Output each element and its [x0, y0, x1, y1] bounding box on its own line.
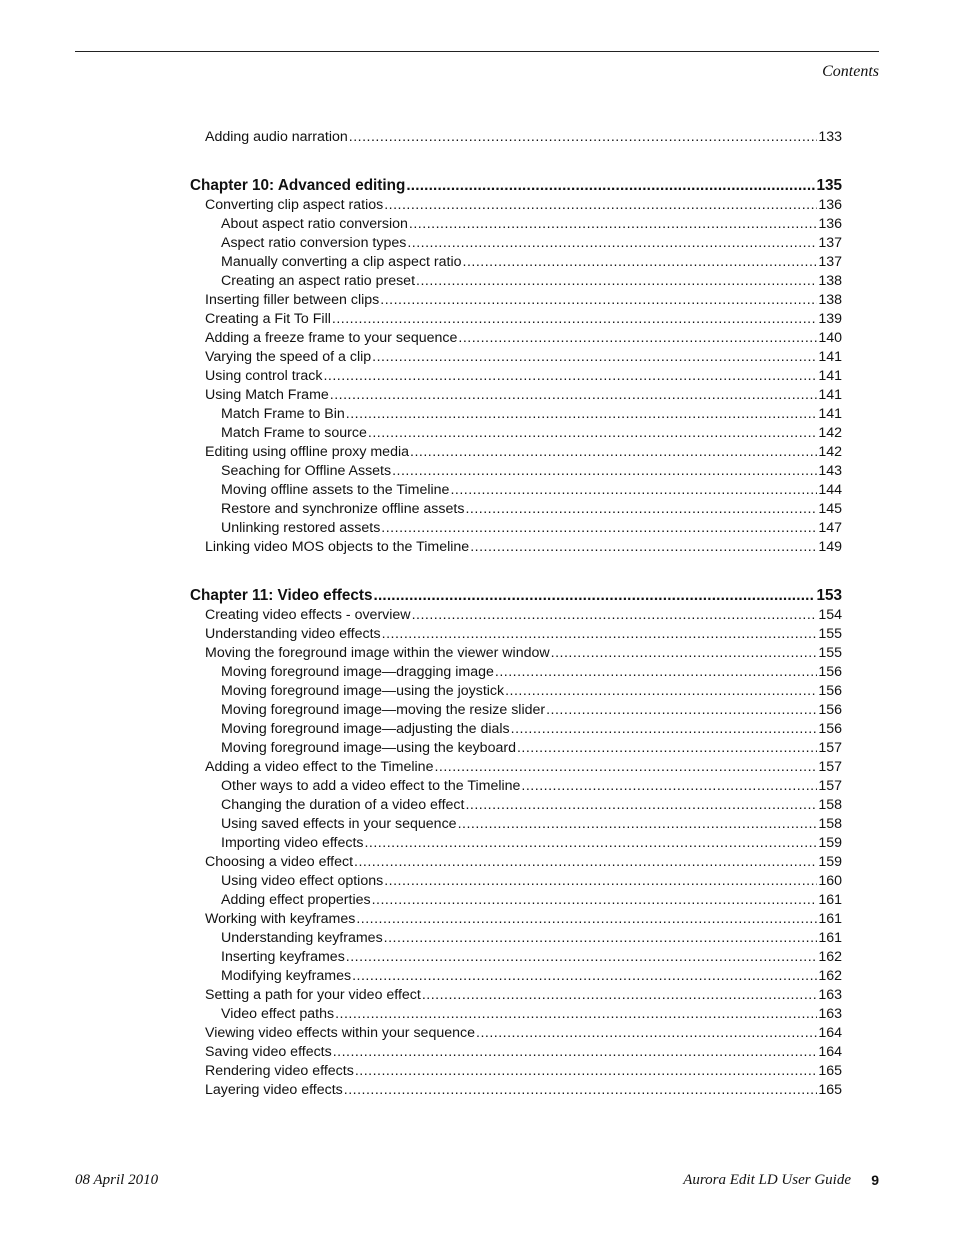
toc-entry-title: Using control track [205, 368, 323, 384]
toc-dot-leader [368, 424, 817, 443]
toc-entry[interactable] [190, 310, 842, 329]
footer-title: Aurora Edit LD User Guide [683, 1172, 851, 1188]
toc-entry-title: Match Frame to source [221, 425, 367, 441]
toc-page-number: 145 [818, 501, 842, 517]
toc-dot-leader [346, 405, 818, 424]
toc-page-number: 155 [818, 645, 842, 661]
toc-dot-leader [330, 386, 818, 405]
toc-entry[interactable] [190, 538, 842, 557]
toc-entry-title: Other ways to add a video effect to the Timeline [221, 778, 521, 794]
toc-dot-leader [416, 272, 817, 291]
toc-entry-title: Inserting keyframes [221, 949, 345, 965]
toc-dot-leader [380, 291, 817, 310]
toc-entry[interactable] [190, 663, 842, 682]
toc-entry-title: Viewing video effects within your sequence [205, 1025, 475, 1041]
toc-page-number: 165 [818, 1082, 842, 1098]
toc-entry-title: Adding effect properties [221, 892, 371, 908]
toc-dot-leader [355, 1062, 818, 1081]
toc-dot-leader [551, 644, 818, 663]
toc-dot-leader [463, 253, 818, 272]
toc-entry[interactable] [190, 682, 842, 701]
toc-dot-leader [422, 986, 817, 1005]
toc-page-number: 157 [818, 740, 842, 756]
toc-page-number: 141 [818, 368, 842, 384]
toc-page-number: 140 [818, 330, 842, 346]
toc-entry-title: Moving foreground image—moving the resize slider [221, 702, 546, 718]
toc-page-number: 158 [818, 797, 842, 813]
toc-dot-leader [476, 1024, 817, 1043]
toc-entry-title: Chapter 11: Video effects [190, 587, 373, 604]
toc-page-number: 142 [818, 425, 842, 441]
toc-entry-title: Moving foreground image—adjusting the dials [221, 721, 510, 737]
toc-entry[interactable] [190, 967, 842, 986]
toc-entry[interactable] [190, 1081, 842, 1100]
toc-entry-title: Adding a freeze frame to your sequence [205, 330, 458, 346]
toc-entry[interactable] [190, 872, 842, 891]
toc-page-number: 135 [816, 177, 842, 194]
toc-page-number: 136 [818, 216, 842, 232]
toc-dot-leader [546, 701, 817, 720]
toc-dot-leader [407, 234, 817, 253]
toc-page-number: 139 [818, 311, 842, 327]
toc-page-number: 156 [818, 702, 842, 718]
toc-entry[interactable] [190, 606, 842, 625]
toc-entry[interactable] [190, 910, 842, 929]
toc-chapter-entry[interactable] [190, 175, 842, 196]
toc-page-number: 164 [818, 1025, 842, 1041]
toc-entry-title: Importing video effects [221, 835, 364, 851]
toc-page-number: 162 [818, 968, 842, 984]
toc-entry-title: Using saved effects in your sequence [221, 816, 457, 832]
toc-page-number: 164 [818, 1044, 842, 1060]
toc-dot-leader [364, 834, 817, 853]
toc-entry-title: Changing the duration of a video effect [221, 797, 465, 813]
toc-entry-title: Manually converting a clip aspect ratio [221, 254, 462, 270]
toc-dot-leader [465, 796, 817, 815]
toc-entry-title: Adding audio narration [205, 129, 348, 145]
toc-dot-leader [410, 443, 817, 462]
toc-dot-leader [344, 1081, 818, 1100]
toc-page-number: 165 [818, 1063, 842, 1079]
toc-entry[interactable] [190, 367, 842, 386]
toc-dot-leader [450, 481, 817, 500]
toc-entry-title: Layering video effects [205, 1082, 343, 1098]
toc-page-number: 136 [818, 197, 842, 213]
toc-page-number: 158 [818, 816, 842, 832]
toc-entry[interactable] [190, 519, 842, 538]
toc-dot-leader [458, 329, 817, 348]
toc-entry-title: Aspect ratio conversion types [221, 235, 407, 251]
toc-entry[interactable] [190, 481, 842, 500]
toc-entry-title: Adding a video effect to the Timeline [205, 759, 434, 775]
toc-dot-leader [381, 519, 817, 538]
toc-page-number: 144 [818, 482, 842, 498]
toc-page-number: 156 [818, 721, 842, 737]
toc-page-number: 141 [818, 387, 842, 403]
toc-entry-title: Creating an aspect ratio preset [221, 273, 416, 289]
toc-dot-leader [372, 891, 818, 910]
toc-entry[interactable] [190, 348, 842, 367]
toc-dot-leader [333, 1043, 818, 1062]
toc-dot-leader [356, 910, 817, 929]
toc-page-number: 149 [818, 539, 842, 555]
toc-dot-leader [384, 929, 818, 948]
toc-entry[interactable] [190, 739, 842, 758]
toc-dot-leader [458, 815, 818, 834]
toc-entry[interactable] [190, 386, 842, 405]
toc-page-number: 141 [818, 349, 842, 365]
toc-entry[interactable] [190, 443, 842, 462]
toc-page-number: 163 [818, 987, 842, 1003]
header-rule [75, 51, 879, 52]
toc-dot-leader [511, 720, 818, 739]
toc-entry[interactable] [190, 424, 842, 443]
toc-entry-title: Linking video MOS objects to the Timeline [205, 539, 470, 555]
toc-page-number: 157 [818, 778, 842, 794]
toc-entry-title: Rendering video effects [205, 1063, 354, 1079]
toc-page-number: 161 [818, 892, 842, 908]
toc-dot-leader [521, 777, 817, 796]
toc-entry-title: Working with keyframes [205, 911, 356, 927]
toc-page-number: 163 [818, 1006, 842, 1022]
toc-entry-title: Understanding keyframes [221, 930, 383, 946]
toc-entry-title: Restore and synchronize offline assets [221, 501, 465, 517]
toc-entry-title: About aspect ratio conversion [221, 216, 408, 232]
toc-dot-leader [352, 967, 817, 986]
toc-entry-title: Choosing a video effect [205, 854, 354, 870]
toc-entry[interactable] [190, 929, 842, 948]
toc-entry[interactable] [190, 215, 842, 234]
toc-chapter-entry[interactable] [190, 585, 842, 606]
toc-entry-title: Moving offline assets to the Timeline [221, 482, 450, 498]
toc-dot-leader [349, 128, 818, 147]
toc-entry-title: Unlinking restored assets [221, 520, 381, 536]
toc-entry[interactable] [190, 625, 842, 644]
toc-entry-title: Varying the speed of a clip [205, 349, 372, 365]
toc-entry-title: Setting a path for your video effect [205, 987, 421, 1003]
toc-page-number: 156 [818, 683, 842, 699]
toc-entry[interactable] [190, 644, 842, 663]
toc-entry-title: Using Match Frame [205, 387, 329, 403]
toc-page-number: 137 [818, 235, 842, 251]
toc-dot-leader [412, 606, 818, 625]
toc-page-number: 143 [818, 463, 842, 479]
toc-entry-title: Saving video effects [205, 1044, 332, 1060]
toc-entry-title: Using video effect options [221, 873, 384, 889]
toc-dot-leader [354, 853, 817, 872]
toc-dot-leader [406, 175, 815, 196]
toc-dot-leader [323, 367, 817, 386]
toc-entry[interactable] [190, 720, 842, 739]
toc-page-number: 133 [818, 129, 842, 145]
toc-page-number: 155 [818, 626, 842, 642]
toc-entry[interactable] [190, 1024, 842, 1043]
toc-entry[interactable] [190, 815, 842, 834]
toc-entry-title: Moving the foreground image within the viewer window [205, 645, 550, 661]
footer-date: 08 April 2010 [75, 1172, 159, 1188]
toc-dot-leader [384, 196, 817, 215]
toc-dot-leader [335, 1005, 817, 1024]
toc-entry[interactable] [190, 1005, 842, 1024]
toc-entry-title: Understanding video effects [205, 626, 381, 642]
toc-entry-title: Inserting filler between clips [205, 292, 380, 308]
toc-dot-leader [434, 758, 817, 777]
toc-page-number: 138 [818, 273, 842, 289]
toc-entry[interactable] [190, 777, 842, 796]
toc-page-number: 142 [818, 444, 842, 460]
toc-dot-leader [372, 348, 817, 367]
toc-dot-leader [392, 462, 817, 481]
toc-entry-title: Seaching for Offline Assets [221, 463, 392, 479]
toc-entry-title: Moving foreground image—using the keyboard [221, 740, 516, 756]
toc-entry[interactable] [190, 272, 842, 291]
toc-entry[interactable] [190, 1043, 842, 1062]
toc-page-number: 138 [818, 292, 842, 308]
toc-dot-leader [346, 948, 818, 967]
toc-page-number: 159 [818, 854, 842, 870]
toc-entry-title: Moving foreground image—using the joystick [221, 683, 505, 699]
toc-entry[interactable] [190, 196, 842, 215]
toc-entry[interactable] [190, 500, 842, 519]
toc-dot-leader [470, 538, 817, 557]
toc-entry[interactable] [190, 234, 842, 253]
toc-dot-leader [505, 682, 817, 701]
toc-entry-title: Creating video effects - overview [205, 607, 411, 623]
toc-entry-title: Modifying keyframes [221, 968, 352, 984]
running-head: Contents [822, 63, 879, 80]
toc-entry[interactable] [190, 128, 842, 147]
toc-entry[interactable] [190, 329, 842, 348]
toc-entry[interactable] [190, 701, 842, 720]
toc-dot-leader [495, 663, 817, 682]
toc-page-number: 162 [818, 949, 842, 965]
toc-page-number: 161 [818, 930, 842, 946]
toc-entry[interactable] [190, 986, 842, 1005]
toc-entry[interactable] [190, 291, 842, 310]
toc-entry[interactable] [190, 405, 842, 424]
toc-dot-leader [409, 215, 817, 234]
toc-entry[interactable] [190, 1062, 842, 1081]
toc-page-number: 153 [816, 587, 842, 604]
toc-entry[interactable] [190, 891, 842, 910]
toc-entry-title: Editing using offline proxy media [205, 444, 410, 460]
toc-entry-title: Moving foreground image—dragging image [221, 664, 494, 680]
toc-entry[interactable] [190, 853, 842, 872]
toc-entry[interactable] [190, 253, 842, 272]
toc-page-number: 156 [818, 664, 842, 680]
toc-entry-title: Chapter 10: Advanced editing [190, 177, 406, 194]
toc-entry[interactable] [190, 948, 842, 967]
page-number: 9 [871, 1172, 879, 1188]
toc-dot-leader [374, 585, 816, 606]
toc-entry-title: Creating a Fit To Fill [205, 311, 331, 327]
toc-dot-leader [465, 500, 817, 519]
toc-dot-leader [382, 625, 818, 644]
toc-entry[interactable] [190, 462, 842, 481]
toc-page-number: 161 [818, 911, 842, 927]
toc-page-number: 159 [818, 835, 842, 851]
toc-entry-title: Video effect paths [221, 1006, 335, 1022]
toc-entry[interactable] [190, 796, 842, 815]
toc-page-number: 137 [818, 254, 842, 270]
toc-dot-leader [517, 739, 817, 758]
toc-page-number: 157 [818, 759, 842, 775]
toc-dot-leader [332, 310, 817, 329]
toc-entry-title: Converting clip aspect ratios [205, 197, 384, 213]
toc-entry[interactable] [190, 758, 842, 777]
toc-page-number: 141 [818, 406, 842, 422]
toc-page-number: 147 [818, 520, 842, 536]
toc-page-number: 160 [818, 873, 842, 889]
toc-entry-title: Match Frame to Bin [221, 406, 345, 422]
table-of-contents [190, 128, 842, 1100]
toc-page-number: 154 [818, 607, 842, 623]
toc-entry[interactable] [190, 834, 842, 853]
toc-dot-leader [384, 872, 817, 891]
